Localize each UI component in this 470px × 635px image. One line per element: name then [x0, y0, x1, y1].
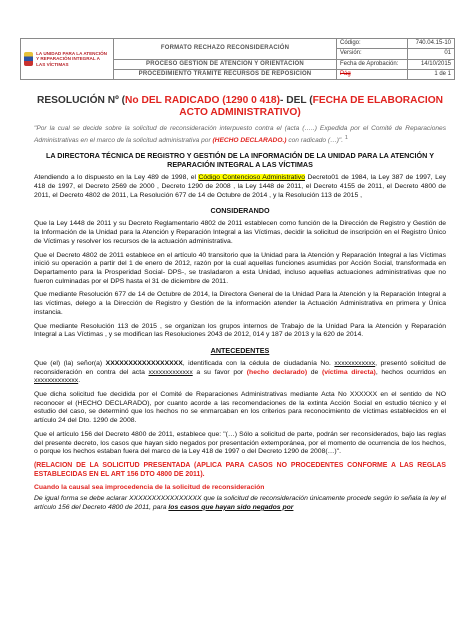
antecedentes-paragraph-2: Que dicha solicitud fue decidida por el Comité de Reparaciones Administrativas mediante Acta No XXXXXX en el sentido de NO reconocer el (HECHO DECLARADO), por cuanto acorde a las recomendaciones de la extinta Acción Social en estudio técnico y el estudio del caso, se determinó que los hechos no se enmarcaban en los criterios para reconocimiento de víctimas establecidos en el artículo 24 del Dto. 1290 de 2008.	[34, 391, 446, 425]
approval-date-label: Fecha de Aprobación:	[337, 59, 408, 69]
hecho-declarado-placeholder: (HECHO DECLARADO.)	[212, 136, 287, 144]
director-heading: LA DIRECTORA TÉCNICA DE REGISTRO Y GESTIÓN DE LA INFORMACIÓN DE LA UNIDAD PARA LA ATENCIÓN Y REPARACIÓN INTEGRAL A LAS VÍCTIMAS	[46, 151, 434, 170]
cedula-placeholder: xxxxxxxxxxxx	[334, 359, 376, 367]
approval-date-value: 14/10/2015	[408, 59, 455, 69]
closing-paragraph: De igual forma se debe aclarar XXXXXXXXXXXXXXXX que la solicitud de reconsideración únicamente procede según lo señala la ley el artículo 156 del Decreto 4800 de 2011, para los casos que hayan sido negados por	[34, 495, 446, 511]
considerando-paragraph-1: Que la Ley 1448 de 2011 y su Decreto Reglamentario 4802 de 2011 establecen como función de la Dirección de Registro y Gestión de la Información de la Unidad para la Atención y Reparación Integral a las Víctimas, decidir la solicitud de inscripción en el Registro Único de Víctimas y resolver los recursos de la actuación administrativa.	[34, 220, 446, 245]
fecha-hechos-placeholder: xxxxxxxxxxxxx	[34, 377, 79, 385]
footnote-ref: 1	[344, 134, 348, 141]
considerando-paragraph-2: Que el Decreto 4802 de 2011 establece en el artículo 40 transitorio que la Unidad para la Atención y Reparación Integral a las Víctimas inició su operación a partir del 1 de enero de 2012, razón por la cual aquellas funciones asumidas por Acción Social, transformada en Departamento para la Prosperidad Social- DPS-, se trasladaron a esta Unidad, incluso aquellas actuaciones administrativas que no fueron culminadas por el DPS hasta el 31 de diciembre de 2011.	[34, 251, 446, 285]
hecho-declarado-inline: (hecho declarado)	[246, 368, 308, 376]
considerando-paragraph-3: Que mediante Resolución 677 de 14 de Octubre de 2014, la Directora General de la Unidad Para la Atención y la Reparación Integral a las víctimas, delego a la Dirección de Registro y Gestión de la información atender la Actuación Administrativa en primera y Única instancia.	[34, 291, 446, 316]
process-name: PROCESO GESTIÓN DE ATENCIÓN Y ORIENTACIÓN	[114, 59, 337, 69]
legal-basis-paragraph: Atendiendo a lo dispuesto en la Ley 489 de 1998, el Código Contencioso Administrativo Decreto01 de 1984, la Ley 387 de 1997, Ley 418 de 1997, el Decreto 2569 de 2000 , Decreto 1290 de 2008 , la Ley 1448 de 2011, el Decreto 4155 de 2011, el Decreto 4800 de 2011, el Decreto 4802 de 2011, La Resolución 677 de 14 de Octubre de 2014 , y la Resolución 113 de 2015 ,	[34, 174, 447, 199]
resolution-title: RESOLUCIÓN Nº (No DEL RADICADO (1290 0 418)- DEL (FECHA DE ELABORACION ACTO ADMINISTRATIVO)	[36, 95, 443, 118]
victima-directa-inline: (víctima directa)	[321, 368, 376, 376]
code-value: 740.04.15-10	[408, 39, 455, 49]
acta-placeholder: xxxxxxxxxxxxx	[148, 368, 193, 376]
document-body	[34, 95, 446, 513]
version-label: Versión:	[337, 49, 408, 59]
improcedencia-note: Cuando la causal sea improcedencia de la solicitud de reconsideración	[34, 484, 265, 492]
version-value: 01	[408, 49, 455, 59]
code-label: Código:	[337, 39, 408, 49]
antecedentes-paragraph-1: Que (el) (la) señor(a) XXXXXXXXXXXXXXXXX, identificada con la cédula de ciudadanía No. xxxxxxxxxxxx, presentó solicitud de reconsideración en contra del acta xxxxxxxxxxxxx a su favor por (hecho declarado) de (víctima directa), hechos ocurridos en xxxxxxxxxxxxx.	[34, 359, 447, 385]
resolution-summary: "Por la cual se decide sobre la solicitud de reconsideración interpuesto contra el (acta (…..) Expedida por el Comité de Reparaciones Administrativas en el marco de la solicitud administrativa por (HECHO DECLARADO.) con radicado (…)". $^1$	[34, 125, 446, 144]
caps-instruction-note: (RELACION DE LA SOLICITUD PRESENTADA (APLICA PARA CASOS NO PROCEDENTES CONFORME A LAS REGLAS ESTABLECIDAS EN EL ART 156 DTO 4800 DE 2011).	[34, 461, 446, 478]
antecedentes-paragraph-3: Que el artículo 156 del Decreto 4800 de 2011, establece que: "(…) Sólo a solicitud de parte, podrán ser reconsiderados, bajo las reglas del presente decreto, los casos que hayan sido negados por presentación extemporánea, por el momento de ocurrencia de los hechos, o porque los hechos estaban fuera del marco de la Ley 418 de 1997 o del Decreto 1290 de 2008(…)".	[34, 430, 446, 456]
considerando-paragraph-4: Que mediante Resolución 113 de 2015 , se organizan los grupos internos de Trabajo de la Unidad Para la Atención y Reparación Integral a Las Víctimas , y se modifican las Resoluciones 2043 de 2012, 014 y 187 de 2013 y la 620 de 2014.	[34, 322, 446, 339]
radicado-placeholder: No DEL RADICADO (1290 0 418)	[125, 95, 280, 106]
procedure-name: PROCEDIMIENTO TRÁMITE RECURSOS DE REPOSICIÓN	[114, 69, 337, 79]
form-title: FORMATO RECHAZO RECONSIDERACIÓN	[114, 39, 337, 60]
fecha-placeholder: FECHA DE ELABORACION ACTO ADMINISTRATIVO)	[179, 95, 443, 118]
page-value: 1 de 1	[408, 69, 455, 79]
antecedentes-heading: ANTECEDENTES	[210, 345, 270, 355]
document-header-table	[20, 38, 455, 80]
page-label: Pág	[337, 69, 408, 79]
considerando-heading: CONSIDERANDO	[210, 206, 270, 216]
logo-cell	[21, 39, 114, 80]
logo-text: LA UNIDAD PARA LA ATENCIÓN Y REPARACIÓN INTEGRAL A LAS VÍCTIMAS	[36, 50, 107, 67]
applicant-name-placeholder: XXXXXXXXXXXXXXXXX	[105, 359, 183, 367]
highlighted-code-reference: Código Contencioso Administrativo	[198, 174, 305, 182]
coat-of-arms-icon	[24, 52, 33, 66]
